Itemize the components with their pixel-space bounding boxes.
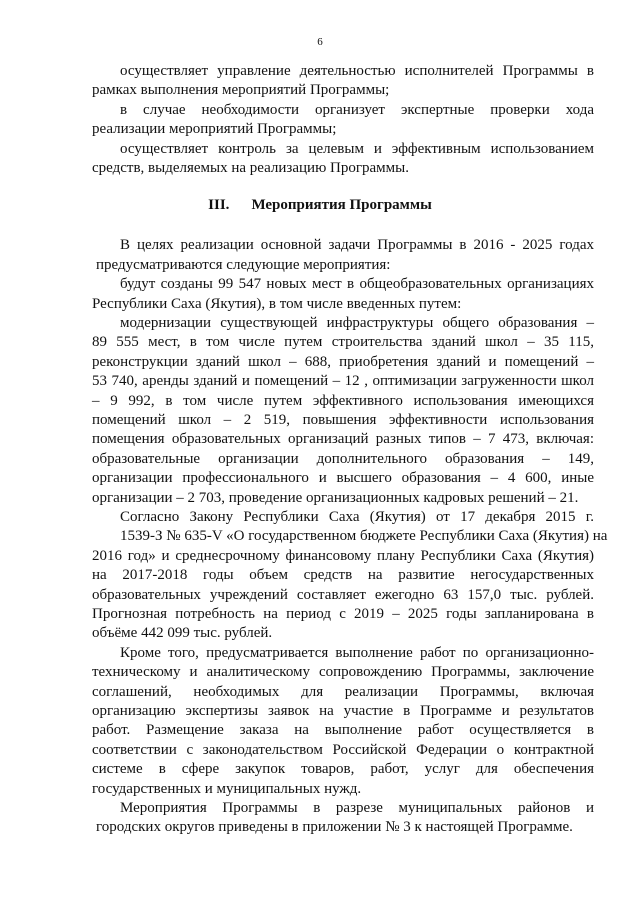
text-line: Согласно Закону Республики Саха (Якутия) от 17 декабря 2015 г. bbox=[120, 509, 594, 525]
text-line: осуществляет контроль за целевым и эффективным использованием bbox=[120, 141, 594, 157]
page-number: 6 bbox=[317, 36, 323, 48]
text-line: государственных и муниципальных нужд. bbox=[92, 781, 362, 797]
text-line: будут созданы 99 547 новых мест в общеобразовательных организациях bbox=[120, 276, 594, 292]
text-line: предусматриваются следующие мероприятия: bbox=[96, 257, 391, 273]
text-line: 2016 год» и среднесрочному финансовому плану Республики Саха (Якутия) bbox=[92, 548, 594, 564]
text-line: организацию экспертизы заявок на участие в Программе и результатов bbox=[92, 703, 594, 719]
text-line: техническому и аналитическому сопровождению Программы, заключение bbox=[92, 664, 594, 680]
text-line: рамках выполнения мероприятий Программы; bbox=[92, 82, 390, 98]
text-line: Республики Саха (Якутия), в том числе введенных путем: bbox=[92, 296, 462, 312]
text-line: помещения образовательных организаций разных типов – 7 473, включая: bbox=[92, 431, 594, 447]
text-line: городских округов приведены в приложении № 3 к настоящей Программе. bbox=[96, 819, 573, 835]
text-line: организации – 2 703, проведение организационных кадровых решений – 21. bbox=[92, 490, 579, 506]
section-title: Мероприятия Программы bbox=[251, 197, 432, 213]
text-line: – 9 992, в том числе путем эффективного использования имеющихся bbox=[92, 393, 594, 409]
text-line: работ. Размещение заказа на выполнение работ осуществляется в bbox=[92, 722, 594, 738]
text-line: Кроме того, предусматривается выполнение работ по организационно- bbox=[120, 645, 594, 661]
text-line: системе в сфере закупок товаров, работ, услуг для обеспечения bbox=[92, 761, 594, 777]
text-line: Мероприятия Программы в разрезе муниципальных районов и bbox=[120, 800, 594, 816]
text-line: реконструкции зданий школ – 688, приобретения зданий и помещений – bbox=[92, 354, 594, 370]
text-line: 1539-З № 635-V «О государственном бюджете Республики Саха (Якутия) на bbox=[120, 528, 608, 544]
text-line: соглашений, необходимых для реализации Программы, включая bbox=[92, 684, 594, 700]
text-line: средств, выделяемых на реализацию Программы. bbox=[92, 160, 409, 176]
text-line: соответствии с законодательством Российской Федерации о контрактной bbox=[92, 742, 594, 758]
text-line: в случае необходимости организует экспертные проверки хода bbox=[120, 102, 594, 118]
text-line: осуществляет управление деятельностью исполнителей Программы в bbox=[120, 63, 594, 79]
text-line: 89 555 мест, в том числе путем строительства зданий школ – 35 115, bbox=[92, 334, 594, 350]
text-line: Прогнозная потребность на период с 2019 – 2025 годы запланирована в bbox=[92, 606, 594, 622]
section-heading bbox=[0, 196, 640, 215]
text-line: на 2017-2018 годы объем средств на развитие негосударственных bbox=[92, 567, 594, 583]
text-line: образовательные организации дополнительного образования – 149, bbox=[92, 451, 594, 467]
text-line: 53 740, аренды зданий и помещений – 12 , оптимизации загруженности школ bbox=[92, 373, 594, 389]
text-line: реализации мероприятий Программы; bbox=[92, 121, 337, 137]
section-number: III. bbox=[208, 197, 230, 213]
text-line: В целях реализации основной задачи Программы в 2016 - 2025 годах bbox=[120, 237, 594, 253]
text-line: модернизации существующей инфраструктуры общего образования – bbox=[120, 315, 594, 331]
text-line: образовательных учреждений составляет ежегодно 63 157,0 тыс. рублей. bbox=[92, 587, 594, 603]
text-line: организации профессионального и высшего образования – 4 600, иные bbox=[92, 470, 594, 486]
text-line: помещений школ – 2 519, повышения эффективности использования bbox=[92, 412, 594, 428]
text-line: объёме 442 099 тыс. рублей. bbox=[92, 625, 273, 641]
